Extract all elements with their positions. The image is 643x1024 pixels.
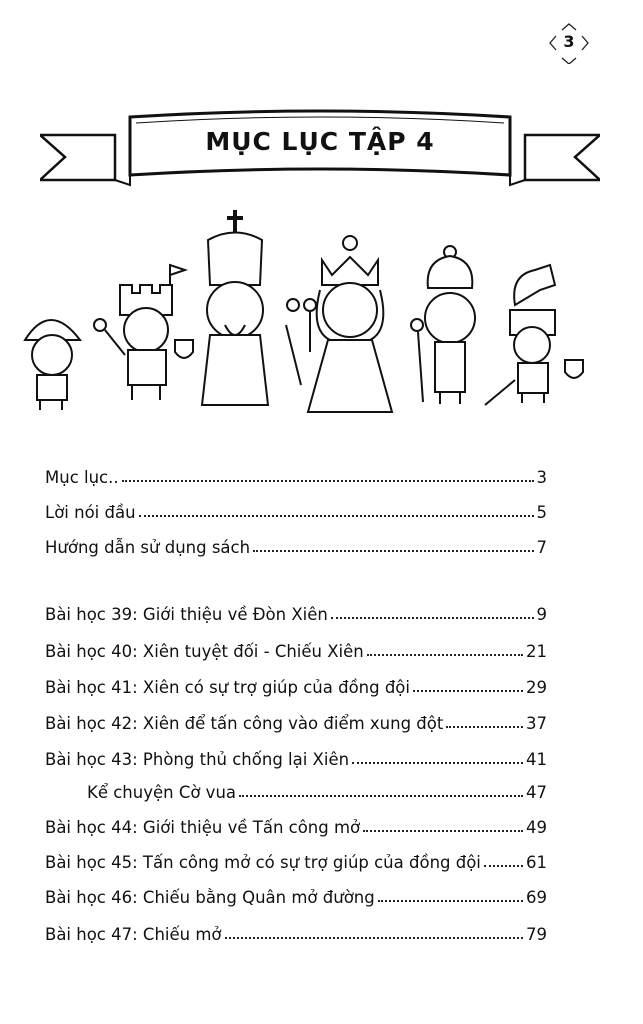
- entry-page: 21: [526, 642, 547, 661]
- toc-entry[interactable]: [45, 883, 547, 907]
- entry-page: 37: [526, 714, 547, 733]
- chess-characters-illustration: [10, 200, 610, 430]
- dot-leader: [363, 830, 523, 832]
- entry-title: Hướng dẫn sử dụng sách: [45, 538, 251, 557]
- toc-entry[interactable]: [45, 463, 547, 487]
- dot-leader: [139, 515, 534, 517]
- rook-character-icon: [94, 265, 193, 400]
- toc-entry[interactable]: [45, 637, 547, 661]
- dot-leader: [331, 617, 534, 619]
- toc-entry[interactable]: [45, 709, 547, 733]
- entry-page: 49: [526, 818, 547, 837]
- toc-entry[interactable]: [45, 920, 547, 944]
- entry-title: Bài học 42: Xiên để tấn công vào điểm xung đột: [45, 714, 444, 733]
- page-number-badge: [548, 22, 590, 64]
- dot-leader: [352, 762, 523, 764]
- entry-title: Bài học 46: Chiếu bằng Quân mở đường: [45, 888, 375, 907]
- queen-character-icon: [304, 236, 392, 412]
- entry-page: 5: [536, 503, 547, 522]
- entry-title: Bài học 40: Xiên tuyệt đối - Chiếu Xiên: [45, 642, 364, 661]
- entry-page: 61: [526, 853, 547, 872]
- dot-leader: [239, 795, 523, 797]
- dot-leader: [122, 480, 534, 482]
- entry-title: Lời nói đầu: [45, 503, 136, 522]
- pawn-character-icon: [25, 320, 80, 410]
- entry-page: 41: [526, 750, 547, 769]
- dot-leader: [413, 690, 523, 692]
- toc-entry[interactable]: [45, 813, 547, 837]
- entry-page: 3: [536, 468, 547, 487]
- toc-title: MỤC LỤC TẬP 4: [205, 127, 435, 156]
- entry-title: Kể chuyện Cờ vua: [87, 783, 237, 802]
- entry-page: 79: [526, 925, 547, 944]
- entry-title: Bài học 39: Giới thiệu về Đòn Xiên: [45, 605, 328, 624]
- dot-leader: [484, 865, 523, 867]
- toc-entry[interactable]: [45, 533, 547, 557]
- entry-page: 7: [536, 538, 547, 557]
- toc-entry[interactable]: [45, 673, 547, 697]
- toc-entry[interactable]: [45, 848, 547, 872]
- title-banner: [40, 105, 600, 195]
- entry-title: Bài học 44: Giới thiệu về Tấn công mở: [45, 818, 361, 837]
- entry-title: Mục lục..: [45, 468, 119, 487]
- dot-leader: [253, 550, 533, 552]
- toc-entry[interactable]: [45, 745, 547, 769]
- entry-title: Bài học 43: Phòng thủ chống lại Xiên: [45, 750, 350, 769]
- toc-entry[interactable]: [45, 498, 547, 522]
- page-number: 3: [563, 32, 575, 51]
- dot-leader: [225, 937, 523, 939]
- entry-title: Bài học 41: Xiên có sự trợ giúp của đồng đội: [45, 678, 410, 697]
- entry-title: Bài học 47: Chiếu mở: [45, 925, 222, 944]
- entry-page: 9: [536, 605, 547, 624]
- knight-character-icon: [485, 265, 583, 405]
- toc-entry[interactable]: [45, 600, 547, 624]
- dot-leader: [378, 900, 523, 902]
- dot-leader: [367, 654, 523, 656]
- dot-leader: [446, 726, 523, 728]
- entry-page: 69: [526, 888, 547, 907]
- entry-page: 47: [526, 783, 547, 802]
- toc-entry-story[interactable]: [45, 778, 547, 802]
- entry-page: 29: [526, 678, 547, 697]
- bishop-character-icon: [411, 246, 475, 404]
- entry-title: Bài học 45: Tấn công mở có sự trợ giúp của đồng đội: [45, 853, 481, 872]
- king-character-icon: [202, 210, 301, 405]
